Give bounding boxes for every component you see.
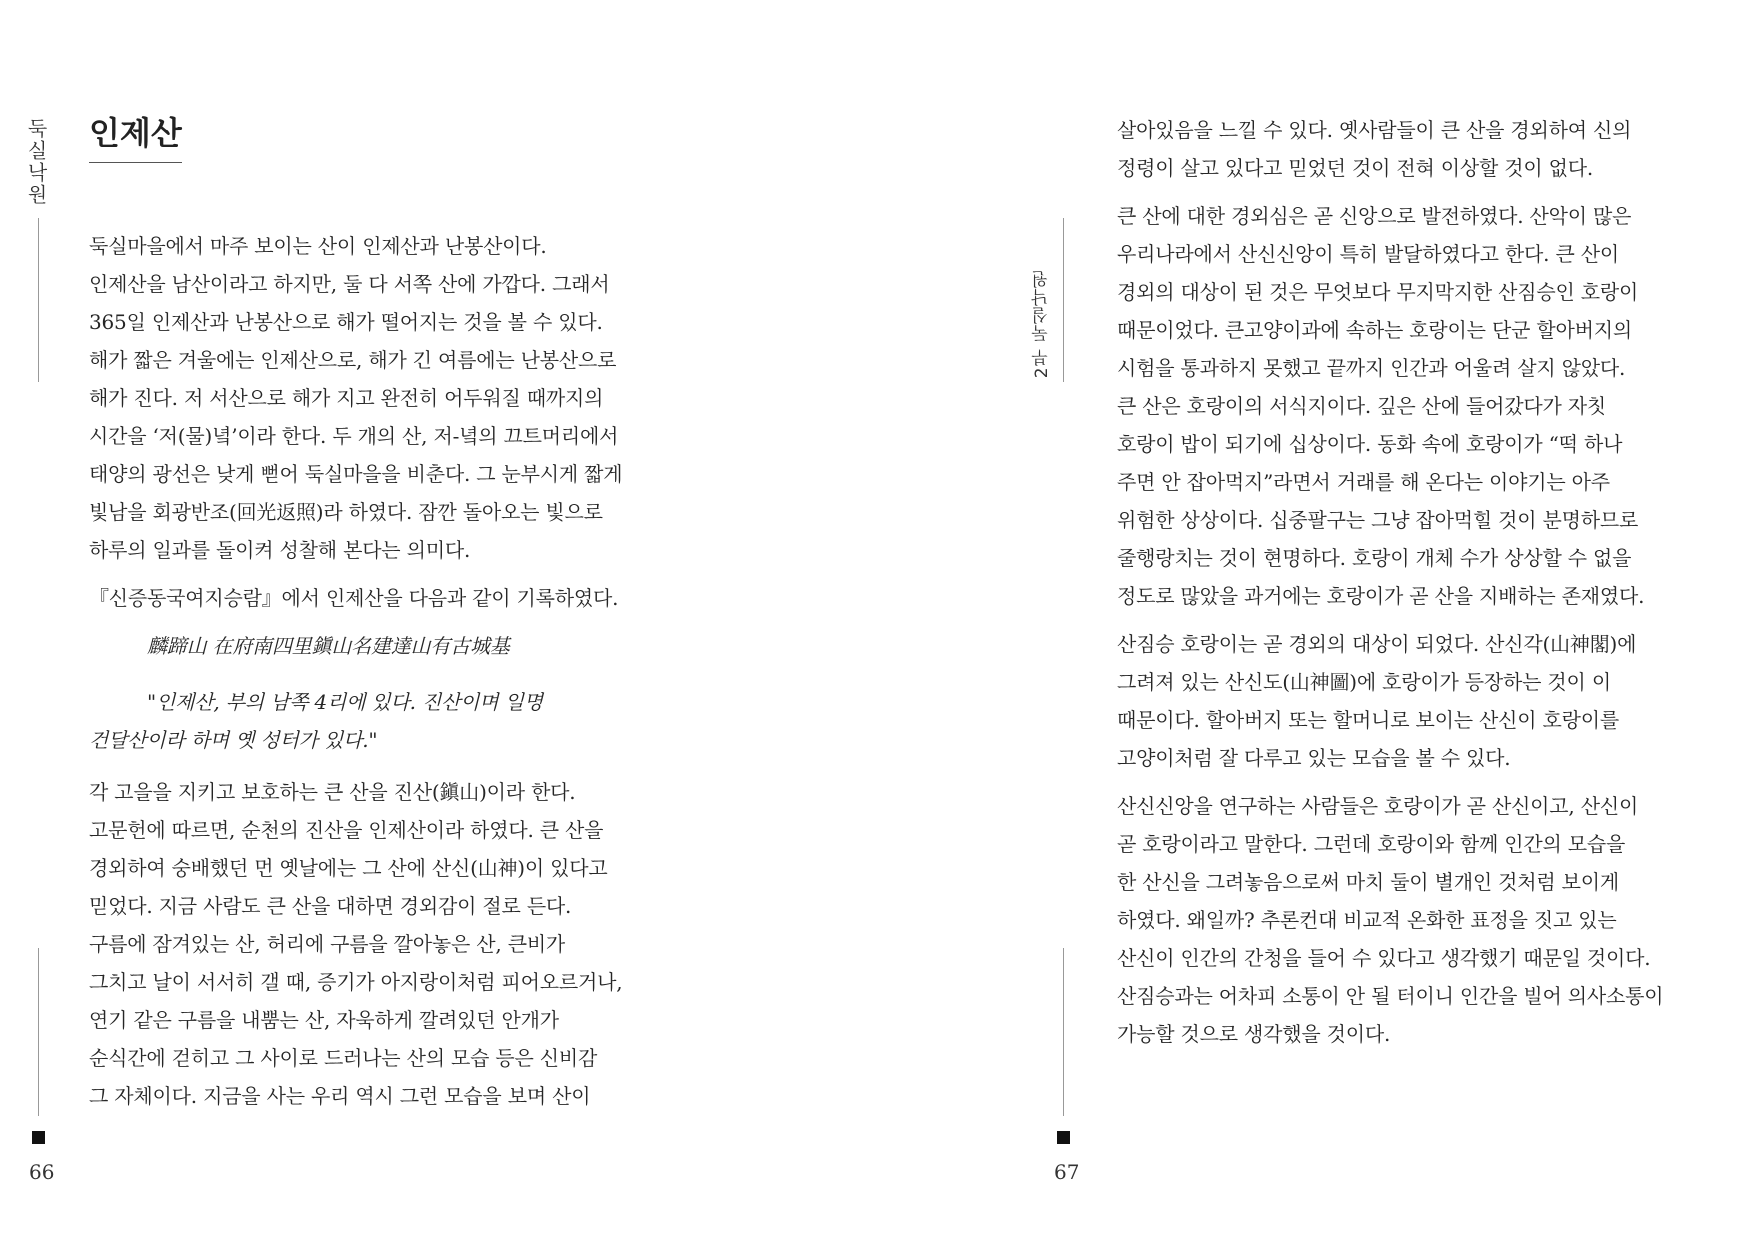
text-line: 살아있음을 느낄 수 있다. 옛사람들이 큰 산을 경외하여 신의 [1117,118,1632,142]
text-line: 때문이었다. 큰고양이과에 속하는 호랑이는 단군 할아버지의 [1117,318,1632,342]
text-line: 가능할 것으로 생각했을 것이다. [1117,1022,1391,1046]
right-body [1117,111,1663,1063]
text-line: 둑실마을에서 마주 보이는 산이 인제산과 난봉산이다. [89,234,547,258]
text-line: 주면 안 잡아먹지”라면서 거래를 해 온다는 이야기는 아주 [1117,470,1610,494]
paragraph [1117,787,1663,1053]
text-line: 줄행랑치는 것이 현명하다. 호랑이 개체 수가 상상할 수 없을 [1117,546,1632,570]
text-line: 시간을 ‘저(물)녘’이라 한다. 두 개의 산, 저-녘의 끄트머리에서 [89,424,619,448]
text-line: 그치고 날이 서서히 갤 때, 증기가 아지랑이처럼 피어오르거나, [89,970,623,994]
text-line: 산짐승과는 어차피 소통이 안 될 터이니 인간을 빌어 의사소통이 [1117,984,1664,1008]
text-line: 365일 인제산과 난봉산으로 해가 떨어지는 것을 볼 수 있다. [89,310,603,334]
text-line: 해가 진다. 저 서산으로 해가 지고 완전히 어두워질 때까지의 [89,386,604,410]
text-line: 큰 산에 대한 경외심은 곧 신앙으로 발전하였다. 산악이 많은 [1117,204,1632,228]
text-line: 정도로 많았을 과거에는 호랑이가 곧 산을 지배하는 존재였다. [1117,584,1645,608]
text-line: 『신증동국여지승람』에서 인제산을 다음과 같이 기록하였다. [89,586,619,610]
text-line: 해가 짧은 겨울에는 인제산으로, 해가 긴 여름에는 난봉산으로 [89,348,617,372]
text-line: 위험한 상상이다. 십중팔구는 그냥 잡아먹힐 것이 분명하므로 [1117,508,1639,532]
page-marker-square [32,1131,45,1144]
paragraph [1117,197,1663,615]
text-line: 고양이처럼 잘 다루고 있는 모습을 볼 수 있다. [1117,746,1511,770]
paragraph [89,773,622,1115]
margin-rule-bottom [1063,948,1064,1116]
text-line: 산신신앙을 연구하는 사람들은 호랑이가 곧 산신이고, 산신이 [1117,794,1639,818]
right-page [874,0,1749,1241]
quote-line: "인제산, 부의 남쪽 4리에 있다. 진산이며 일명 [147,690,543,714]
text-line: 산짐승 호랑이는 곧 경외의 대상이 되었다. 산신각(山神閣)에 [1117,632,1637,656]
text-line: 그려져 있는 산신도(山神圖)에 호랑이가 등장하는 것이 이 [1117,670,1611,694]
text-line: 경외하여 숭배했던 먼 옛날에는 그 산에 산신(山神)이 있다고 [89,856,608,880]
margin-rule-bottom [38,948,39,1116]
text-line: 순식간에 걷히고 그 사이로 드러나는 산의 모습 등은 신비감 [89,1046,598,1070]
quote-line: 건달산이라 하며 옛 성터가 있다." [89,728,378,752]
text-line: 경외의 대상이 된 것은 무엇보다 무지막지한 산짐승인 호랑이 [1117,280,1639,304]
text-line: 각 고을을 지키고 보호하는 큰 산을 진산(鎭山)이라 한다. [89,780,576,804]
text-line: 시험을 통과하지 못했고 끝까지 인간과 어울려 살지 않았다. [1117,356,1626,380]
quote-hanja: 麟蹄山 在府南四里鎭山名建達山有古城基 [147,634,510,658]
text-line: 믿었다. 지금 사람도 큰 산을 대하면 경외감이 절로 든다. [89,894,572,918]
quote-translation [89,683,622,759]
running-header-right: 2부 둑실낙원 [1032,270,1052,379]
text-line: 곧 호랑이라고 말한다. 그런데 호랑이와 함께 인간의 모습을 [1117,832,1626,856]
text-line: 고문헌에 따르면, 순천의 진산을 인제산이라 하였다. 큰 산을 [89,818,604,842]
left-page [0,0,874,1241]
text-line: 때문이다. 할아버지 또는 할머니로 보이는 산신이 호랑이를 [1117,708,1619,732]
text-line: 우리나라에서 산신신앙이 특히 발달하였다고 한다. 큰 산이 [1117,242,1619,266]
paragraph [89,579,622,617]
text-line: 연기 같은 구름을 내뿜는 산, 자욱하게 깔려있던 안개가 [89,1008,559,1032]
text-line: 호랑이 밥이 되기에 십상이다. 동화 속에 호랑이가 “떡 하나 [1117,432,1623,456]
text-line: 하루의 일과를 돌이켜 성찰해 본다는 의미다. [89,538,471,562]
margin-rule-top [38,218,39,382]
page-number-left: 66 [29,1160,55,1184]
page-number-right: 67 [1054,1160,1080,1184]
paragraph [1117,625,1663,777]
running-header-left: 둑실낙원 [24,118,48,206]
text-line: 한 산신을 그려놓음으로써 마치 둘이 별개인 것처럼 보이게 [1117,870,1619,894]
text-line: 인제산을 남산이라고 하지만, 둘 다 서쪽 산에 가깝다. 그래서 [89,272,610,296]
text-line: 정령이 살고 있다고 믿었던 것이 전혀 이상할 것이 없다. [1117,156,1594,180]
paragraph [1117,111,1663,187]
text-line: 큰 산은 호랑이의 서식지이다. 깊은 산에 들어갔다가 자칫 [1117,394,1607,418]
text-line: 하였다. 왜일까? 추론컨대 비교적 온화한 표정을 짓고 있는 [1117,908,1617,932]
text-line: 구름에 잠겨있는 산, 허리에 구름을 깔아놓은 산, 큰비가 [89,932,566,956]
left-body [89,227,622,1125]
text-line: 빛남을 회광반조(回光返照)라 하였다. 잠깐 돌아오는 빛으로 [89,500,603,524]
page-marker-square [1057,1131,1070,1144]
page-title: 인제산 [89,108,182,163]
text-line: 그 자체이다. 지금을 사는 우리 역시 그런 모습을 보며 산이 [89,1084,591,1108]
margin-rule-top [1063,218,1064,382]
paragraph [89,227,622,569]
text-line: 태양의 광선은 낮게 뻗어 둑실마을을 비춘다. 그 눈부시게 짧게 [89,462,623,486]
text-line: 산신이 인간의 간청을 들어 수 있다고 생각했기 때문일 것이다. [1117,946,1651,970]
